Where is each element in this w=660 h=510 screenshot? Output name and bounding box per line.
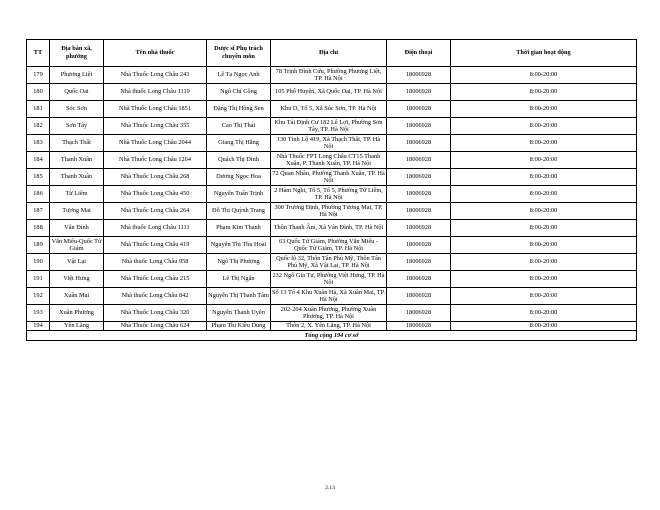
cell-phone: 18006928	[387, 203, 451, 220]
table-header-row	[27, 40, 637, 67]
cell-hours: 8:00-20:00	[451, 305, 637, 322]
cell-phone: 18006928	[387, 271, 451, 288]
cell-pharmacy-name: Nhà Thuốc Long Châu 1264	[104, 152, 207, 169]
cell-hours: 8:00-20:00	[451, 288, 637, 305]
cell-phone: 18006928	[387, 169, 451, 186]
table-row	[27, 254, 637, 271]
table-row	[27, 67, 637, 84]
cell-phone: 18006928	[387, 322, 451, 331]
cell-area: Xuân Mai	[50, 288, 104, 305]
cell-hours: 8:00-20:00	[451, 152, 637, 169]
cell-area: Vân Đình	[50, 220, 104, 237]
cell-address: Khu D, Tổ 5, Xã Sóc Sơn, TP. Hà Nội	[271, 101, 387, 118]
table-row	[27, 152, 637, 169]
cell-pharmacist: Cao Thị Thái	[207, 118, 271, 135]
cell-address: 202-204 Xuân Phương, Phường Xuân Phương, TP. Hà Nội	[271, 305, 387, 322]
cell-pharmacist: Nguyễn Thanh Uyên	[207, 305, 271, 322]
cell-address: 105 Phố Huyện, Xã Quốc Oai, TP. Hà Nội	[271, 84, 387, 101]
cell-pharmacist: Ngô Chí Công	[207, 84, 271, 101]
cell-pharmacy-name: Nhà Thuốc Long Châu 624	[104, 322, 207, 331]
cell-hours: 8:00-20:00	[451, 84, 637, 101]
cell-pharmacist: Đỗ Thị Quỳnh Trang	[207, 203, 271, 220]
cell-phone: 18006928	[387, 101, 451, 118]
cell-tt: 191	[27, 271, 50, 288]
table-row	[27, 322, 637, 331]
cell-pharmacy-name: Nhà Thuốc Long Châu 2044	[104, 135, 207, 152]
header-hours: Thời gian hoạt động	[451, 40, 637, 67]
cell-phone: 18006928	[387, 254, 451, 271]
cell-address: Quốc lộ 32, Thôn Tân Phú Mỹ, Thôn Tân Phú Mỹ, Xã Vật Lại, TP. Hà Nội	[271, 254, 387, 271]
cell-tt: 187	[27, 203, 50, 220]
cell-hours: 8:00-20:00	[451, 203, 637, 220]
table-row	[27, 237, 637, 254]
cell-area: Sơn Tây	[50, 118, 104, 135]
cell-tt: 180	[27, 84, 50, 101]
cell-pharmacy-name: Nhà thuốc Long Châu 1119	[104, 84, 207, 101]
cell-tt: 186	[27, 186, 50, 203]
cell-phone: 18006928	[387, 288, 451, 305]
cell-tt: 183	[27, 135, 50, 152]
cell-area: Thanh Xuân	[50, 152, 104, 169]
cell-pharmacist: Lê Tạ Ngọc Anh	[207, 67, 271, 84]
cell-area: Thạch Thất	[50, 135, 104, 152]
cell-address: 130 Tỉnh Lộ 419, Xã Thạch Thất, TP. Hà Nội	[271, 135, 387, 152]
cell-area: Quốc Oai	[50, 84, 104, 101]
table-row	[27, 84, 637, 101]
cell-area: Văn Miếu-Quốc Tử Giám	[50, 237, 104, 254]
cell-pharmacist: Dương Ngọc Hoa	[207, 169, 271, 186]
table-row	[27, 271, 637, 288]
cell-hours: 8:00-20:00	[451, 220, 637, 237]
cell-address: Thôn 2, X. Yên Lãng, TP. Hà Nội	[271, 322, 387, 331]
header-address: Địa chỉ	[271, 40, 387, 67]
cell-pharmacist: Quách Thị Dinh	[207, 152, 271, 169]
cell-hours: 8:00-20:00	[451, 186, 637, 203]
header-area: Địa bàn xã, phường	[50, 40, 104, 67]
cell-phone: 18006928	[387, 237, 451, 254]
cell-tt: 188	[27, 220, 50, 237]
cell-address: Số 13 Tổ 4 Khu Xuân Hà, Xã Xuân Mai, TP. Hà Nội	[272, 288, 385, 303]
cell-phone: 18006928	[387, 220, 451, 237]
cell-pharmacy-name: Nhà thuốc Long Châu 958	[104, 254, 207, 271]
cell-pharmacy-name: Nhà Thuốc Long Châu 215	[104, 271, 207, 288]
cell-pharmacist: Phạm Thị Kiều Dung	[207, 322, 271, 331]
cell-pharmacy-name: Nhà Thuốc Long Châu 268	[104, 169, 207, 186]
cell-tt: 189	[27, 237, 50, 254]
cell-address: 72 Quan Nhân, Phường Thanh Xuân, TP. Hà Nội	[272, 169, 385, 184]
table-row	[27, 203, 637, 220]
cell-phone: 18006928	[387, 67, 451, 84]
header-pharmacy-name: Tên nhà thuốc	[104, 40, 207, 67]
pharmacy-table	[26, 39, 637, 341]
cell-tt: 190	[27, 254, 50, 271]
cell-address: 2 Hàm Nghi, Tổ 5, Tổ 5, Phường Từ Liêm, TP. Hà Nội	[271, 186, 387, 203]
cell-hours: 8:00-20:00	[451, 118, 637, 135]
cell-area: Thanh Xuân	[50, 169, 104, 186]
cell-hours: 8:00-20:00	[451, 254, 637, 271]
cell-address: 63 Quốc Tử Giám, Phường Văn Miếu - Quốc Tử Giám, TP. Hà Nội	[271, 237, 387, 254]
cell-address: Nhà Thuốc FPT Long Châu CT15 Thanh Xuân, P. Thanh Xuân, TP. Hà Nội	[271, 152, 387, 169]
cell-area: Xuân Phương	[50, 305, 104, 322]
table-row	[27, 169, 637, 186]
header-tt: TT	[27, 40, 50, 67]
cell-tt: 192	[27, 288, 50, 305]
cell-pharmacist: Đặng Thị Hồng Sen	[207, 101, 271, 118]
cell-hours: 8:00-20:00	[451, 237, 637, 254]
cell-tt: 179	[27, 67, 50, 84]
cell-area: Việt Hưng	[50, 271, 104, 288]
cell-area: Vật Lại	[50, 254, 104, 271]
table-row	[27, 135, 637, 152]
cell-hours: 8:00-20:00	[451, 271, 637, 288]
cell-pharmacist: Ngô Thị Phượng	[207, 254, 271, 271]
cell-tt: 182	[27, 118, 50, 135]
cell-hours: 8:00-20:00	[451, 135, 637, 152]
cell-phone: 18006928	[387, 186, 451, 203]
cell-area: Phương Liệt	[50, 67, 104, 84]
page-number: 2.13	[325, 485, 335, 491]
cell-pharmacy-name: Nhà Thuốc Long Châu 1851	[104, 101, 207, 118]
cell-hours: 8:00-20:00	[451, 67, 637, 84]
cell-phone: 18006928	[387, 305, 451, 322]
table-row	[27, 101, 637, 118]
cell-address: Thôn Thanh Âm, Xã Vân Đình, TP. Hà Nội	[271, 220, 387, 237]
cell-pharmacist: Lê Thị Ngân	[207, 271, 271, 288]
cell-hours: 8:00-20:00	[451, 101, 637, 118]
cell-hours: 8:00-20:00	[451, 169, 637, 186]
cell-pharmacist: Nguyễn Thị Thu Hoài	[207, 237, 271, 254]
cell-tt: 181	[27, 101, 50, 118]
total-row	[27, 331, 637, 341]
header-phone: Điện thoại	[387, 40, 451, 67]
cell-area: Yên Lãng	[50, 322, 104, 331]
cell-pharmacy-name: Nhà thuốc Long Châu 842	[104, 288, 207, 305]
cell-pharmacy-name: Nhà Thuốc Long Châu 355	[104, 118, 207, 135]
cell-address: 232 Ngô Gia Tự, Phường Việt Hưng, TP. Hà Nội	[272, 271, 385, 286]
cell-pharmacy-name: Nhà Thuốc Long Châu 243	[104, 67, 207, 84]
cell-pharmacy-name: Nhà Thuốc Long Châu 450	[104, 186, 207, 203]
cell-phone: 18006928	[387, 135, 451, 152]
cell-pharmacy-name: Nhà Thuốc Long Châu 320	[104, 305, 207, 322]
cell-area: Tương Mai	[50, 203, 104, 220]
cell-pharmacist: Giang Thị Hằng	[207, 135, 271, 152]
cell-address: 300 Trương Định, Phường Tương Mai, TP. Hà Nội	[271, 203, 387, 220]
cell-tt: 185	[27, 169, 50, 186]
table-row	[27, 118, 637, 135]
table-row	[27, 305, 637, 322]
total-label: Tổng cộng 194 cơ sở	[27, 331, 637, 341]
document-page	[26, 39, 636, 341]
cell-address: Khu Tái Định Cư 182 Lê Lợi, Phường Sơn Tây, TP. Hà Nội	[271, 118, 387, 135]
table-row	[27, 220, 637, 237]
cell-pharmacist: Nguyễn Thị Thanh Tâm	[207, 288, 271, 305]
cell-tt: 194	[27, 322, 50, 331]
table-row	[27, 186, 637, 203]
cell-phone: 18006928	[387, 152, 451, 169]
table-row	[27, 288, 637, 305]
cell-phone: 18006928	[387, 118, 451, 135]
cell-pharmacy-name: Nhà Thuốc Long Châu 419	[104, 237, 207, 254]
cell-pharmacist: Nguyễn Tuấn Trịnh	[207, 186, 271, 203]
cell-tt: 193	[27, 305, 50, 322]
cell-pharmacy-name: Nhà Thuốc Long Châu 264	[104, 203, 207, 220]
header-pharmacist: Dược sĩ Phụ trách chuyên môn	[207, 40, 271, 67]
cell-phone: 18006928	[387, 84, 451, 101]
cell-area: Từ Liêm	[50, 186, 104, 203]
cell-area: Sóc Sơn	[50, 101, 104, 118]
cell-pharmacy-name: Nhà thuốc Long Châu 1111	[104, 220, 207, 237]
cell-hours: 8:00-20:00	[451, 322, 637, 331]
cell-address: 78 Trịnh Đình Cửu, Phường Phương Liệt, TP. Hà Nội	[271, 67, 387, 84]
table-body	[27, 67, 637, 331]
cell-tt: 184	[27, 152, 50, 169]
cell-pharmacist: Phạm Kim Thanh	[207, 220, 271, 237]
